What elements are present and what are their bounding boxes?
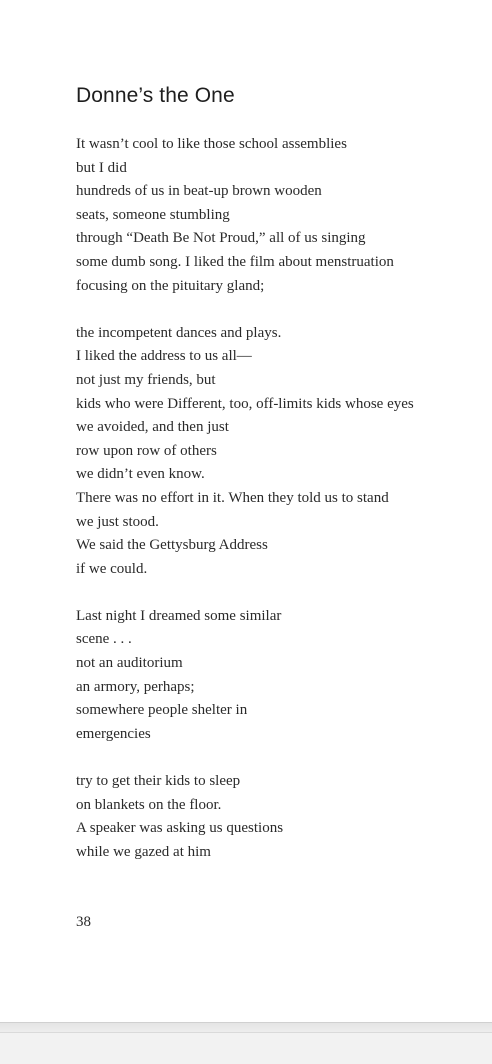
reader-bottom-bar [0,1022,492,1064]
poem-line: we didn’t even know. [76,466,205,483]
poem-line: I liked the address to us all— [76,348,252,365]
poem-line: There was no effort in it. When they told us to stand [76,489,389,506]
poem-line: kids who were Different, too, off-limits kids whose eyes [76,395,414,412]
poem-line: A speaker was asking us questions [76,820,284,837]
poem-line: we just stood. [76,513,159,530]
poem-line: somewhere people shelter in [76,702,248,719]
stanza [76,133,476,298]
poem-line: some dumb song. I liked the film about menstruation [76,253,394,270]
poem-line: while we gazed at him [76,843,211,860]
poem-line: It wasn’t cool to like those school assemblies [76,136,347,152]
page-number: 38 [76,914,91,930]
stanza [76,605,476,747]
poem-line: Last night I dreamed some similar [76,607,282,624]
poem-title: Donne’s the One [76,84,235,107]
poem-line: focusing on the pituitary gland; [76,277,265,294]
poem-line: on blankets on the floor. [76,796,222,813]
poem-line: we avoided, and then just [76,419,229,436]
poem-line: not just my friends, but [76,371,216,388]
poem-line: the incompetent dances and plays. [76,324,282,341]
stanza [76,770,476,864]
poem-line: but I did [76,159,127,176]
poem-body [76,133,476,888]
stanza [76,322,476,582]
poem-line: scene . . . [76,631,132,648]
poem-line: seats, someone stumbling [76,206,230,223]
poem-line: through “Death Be Not Proud,” all of us singing [76,230,366,247]
poem-line: emergencies [76,725,151,742]
poem-line: try to get their kids to sleep [76,773,241,790]
poem-line: an armory, perhaps; [76,678,195,695]
bar-divider [0,1023,492,1033]
poem-line: hundreds of us in beat-up brown wooden [76,183,322,200]
poem-line: We said the Gettysburg Address [76,537,268,554]
poem-line: not an auditorium [76,655,183,672]
poem-line: if we could. [76,560,148,577]
poem-line: row upon row of others [76,442,217,459]
